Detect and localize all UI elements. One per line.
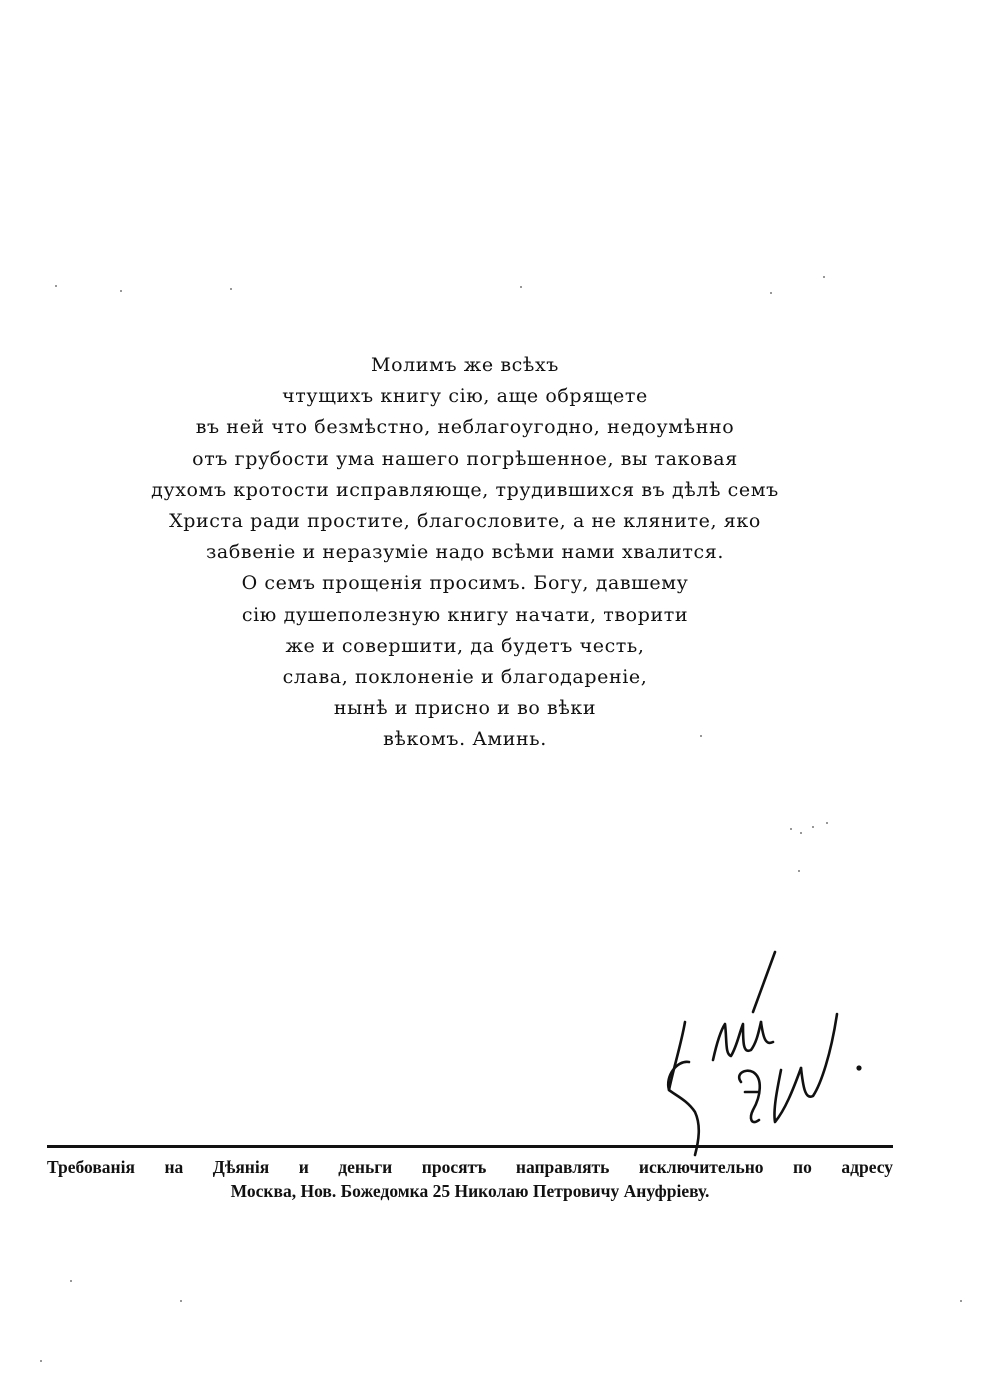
footer-rule xyxy=(47,1145,893,1148)
prayer-line: чтущихъ книгу сію, аще обрящете xyxy=(282,385,648,408)
scan-speck xyxy=(798,870,800,872)
scan-speck xyxy=(812,826,814,828)
scan-speck xyxy=(823,276,825,278)
scan-speck xyxy=(40,1360,42,1362)
scan-speck xyxy=(770,292,772,294)
footer-line-2: Москва, Нов. Божедомка 25 Николаю Петровичу Ануфріеву. xyxy=(230,1181,710,1201)
prayer-line: духомъ кротости исправляюще, трудившихся въ дѣлѣ семъ xyxy=(151,478,779,501)
footer-line-1: Требованія на Дѣянія и деньги просятъ направлять исключительно по адресу xyxy=(47,1157,893,1177)
footer-notice xyxy=(47,1155,893,1203)
scan-speck xyxy=(826,822,828,824)
prayer-line: сію душеполезную книгу начати, творити xyxy=(241,603,689,626)
closing-prayer xyxy=(0,350,930,755)
scan-speck xyxy=(960,1300,962,1302)
prayer-line: Христа ради простите, благословите, а не кляните, яко xyxy=(169,509,761,532)
scan-speck xyxy=(230,288,232,290)
scan-speck xyxy=(800,832,802,834)
handwritten-signature xyxy=(655,950,870,1160)
prayer-line: нынѣ и присно и во вѣки xyxy=(333,697,597,720)
prayer-line: Молимъ же всѣхъ xyxy=(371,354,559,376)
scan-speck xyxy=(55,285,57,287)
prayer-line: вѣкомъ. Аминь. xyxy=(383,728,547,751)
scan-speck xyxy=(120,290,122,292)
scan-speck xyxy=(790,828,792,830)
prayer-line: же и совершити, да будетъ честь, xyxy=(285,634,645,657)
prayer-line: О семъ прощенія просимъ. Богу, давшему xyxy=(241,572,689,595)
scan-speck xyxy=(180,1300,182,1302)
prayer-line: отъ грубости ума нашего погрѣшенное, вы таковая xyxy=(192,447,738,470)
scan-speck xyxy=(70,1280,72,1282)
scan-speck xyxy=(520,286,522,288)
prayer-line: слава, поклоненіе и благодареніе, xyxy=(282,665,648,688)
prayer-line: забвеніе и неразуміе надо всѣми нами хвалится. xyxy=(205,541,725,564)
prayer-line: въ ней что безмѣстно, неблагоугодно, недоумѣнно xyxy=(195,416,735,439)
